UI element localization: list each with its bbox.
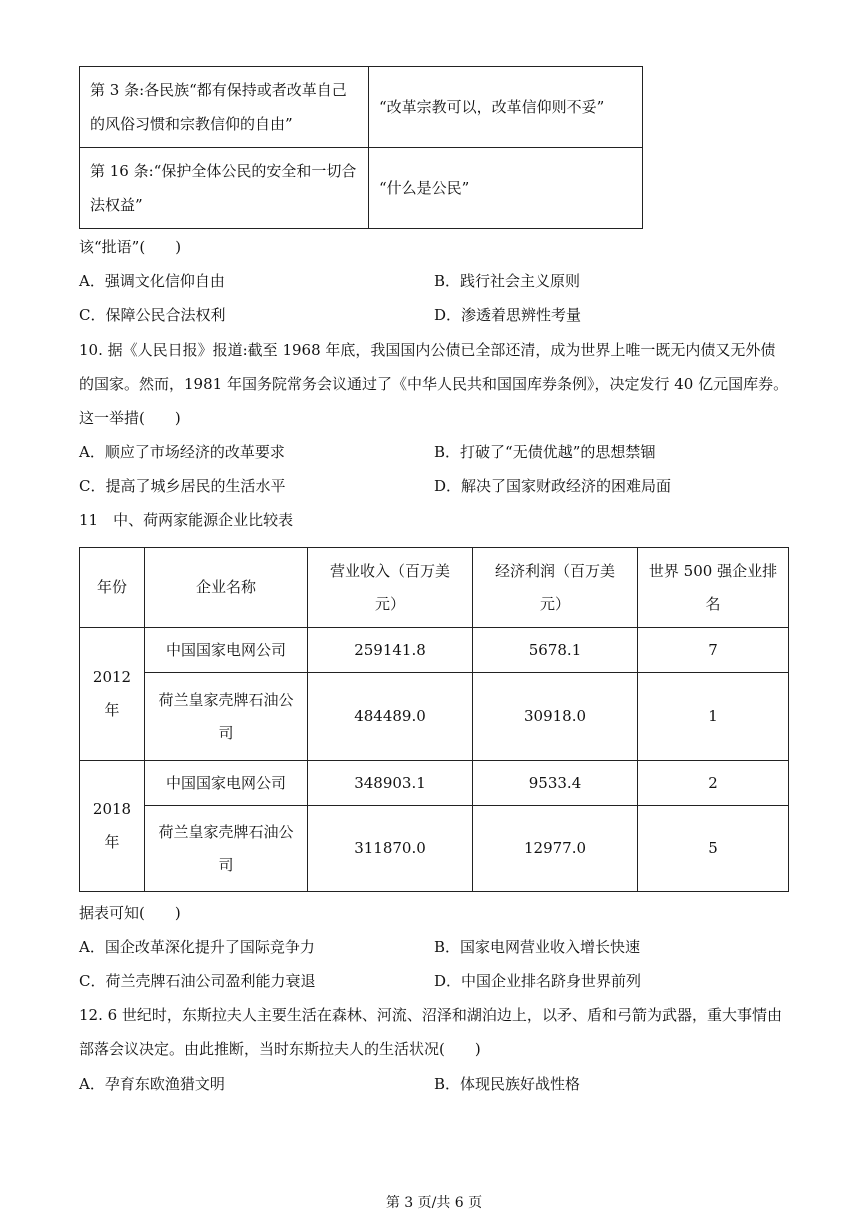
profit-cell: 12977.0 xyxy=(473,806,638,892)
q9-option-b: B．践行社会主义原则 xyxy=(434,272,581,290)
question-10-line-2: 的国家。然而，1981 年国务院常务会议通过了《中华人民共和国国库券条例》，决定发行 40 亿元国库券。 xyxy=(79,375,789,393)
clause-cell: 第 16 条:“保护全体公民的安全和一切合法权益” xyxy=(80,148,369,229)
rank-cell: 7 xyxy=(638,628,789,673)
question-12-line-2: 部落会议决定。由此推断，当时东斯拉夫人的生活状况( ) xyxy=(79,1040,481,1058)
q9-option-d: D．渗透着思辨性考量 xyxy=(434,306,582,324)
q9-option-c: C．保障公民合法权利 xyxy=(79,306,226,324)
q12-option-a: A．孕育东欧渔猎文明 xyxy=(79,1075,225,1093)
header-revenue: 营业收入（百万美 元） xyxy=(308,548,473,628)
comment-cell: “什么是公民” xyxy=(369,148,643,229)
question-11-title: 11 中、荷两家能源企业比较表 xyxy=(79,511,294,529)
q10-option-d: D．解决了国家财政经济的困难局面 xyxy=(434,477,672,495)
header-rank: 世界 500 强企业排 名 xyxy=(638,548,789,628)
table-row xyxy=(80,806,789,892)
rank-cell: 1 xyxy=(638,673,789,761)
table-row xyxy=(80,67,643,148)
profit-cell: 30918.0 xyxy=(473,673,638,761)
page-number: 第 3 页/共 6 页 xyxy=(385,1195,483,1211)
question-12-line-1: 12. 6 世纪时，东斯拉夫人主要生活在森林、河流、沼泽和湖泊边上，以矛、盾和弓箭为武器，重大事情由 xyxy=(79,1006,782,1024)
table-row xyxy=(80,628,789,673)
q11-option-d: D．中国企业排名跻身世界前列 xyxy=(434,972,642,990)
policy-table xyxy=(79,66,643,229)
table-row xyxy=(80,761,789,806)
revenue-cell: 259141.8 xyxy=(308,628,473,673)
rank-cell: 5 xyxy=(638,806,789,892)
energy-comparison-table xyxy=(79,547,789,892)
company-cell: 中国国家电网公司 xyxy=(145,628,308,673)
profit-cell: 5678.1 xyxy=(473,628,638,673)
year-cell: 2012 年 xyxy=(80,628,145,761)
revenue-cell: 311870.0 xyxy=(308,806,473,892)
header-year: 年份 xyxy=(80,548,145,628)
table-row xyxy=(80,673,789,761)
question-10-line-3: 这一举措( ) xyxy=(79,409,181,427)
question-10-line-1: 10. 据《人民日报》报道:截至 1968 年底，我国国内公债已全部还清，成为世界上唯一既无内债又无外债 xyxy=(79,341,776,359)
company-cell: 荷兰皇家壳牌石油公 司 xyxy=(145,673,308,761)
q10-option-b: B．打破了“无债优越”的思想禁锢 xyxy=(434,443,656,461)
table-header-row xyxy=(80,548,789,628)
rank-cell: 2 xyxy=(638,761,789,806)
revenue-cell: 484489.0 xyxy=(308,673,473,761)
q11-option-c: C．荷兰壳牌石油公司盈利能力衰退 xyxy=(79,972,316,990)
q11-option-a: A．国企改革深化提升了国际竞争力 xyxy=(79,938,315,956)
header-company: 企业名称 xyxy=(145,548,308,628)
profit-cell: 9533.4 xyxy=(473,761,638,806)
company-cell: 荷兰皇家壳牌石油公 司 xyxy=(145,806,308,892)
year-cell: 2018 年 xyxy=(80,761,145,892)
q11-option-b: B．国家电网营业收入增长快速 xyxy=(434,938,641,956)
question-9-stem: 该“批语”( ) xyxy=(79,238,182,256)
comment-cell: “改革宗教可以，改革信仰则不妥” xyxy=(369,67,643,148)
q12-option-b: B．体现民族好战性格 xyxy=(434,1075,581,1093)
q9-option-a: A．强调文化信仰自由 xyxy=(79,272,225,290)
q10-option-c: C．提高了城乡居民的生活水平 xyxy=(79,477,286,495)
table-row xyxy=(80,148,643,229)
company-cell: 中国国家电网公司 xyxy=(145,761,308,806)
question-11-stem: 据表可知( ) xyxy=(79,904,181,922)
q10-option-a: A．顺应了市场经济的改革要求 xyxy=(79,443,285,461)
header-profit: 经济利润（百万美 元） xyxy=(473,548,638,628)
clause-cell: 第 3 条:各民族“都有保持或者改革自己的风俗习惯和宗教信仰的自由” xyxy=(80,67,369,148)
revenue-cell: 348903.1 xyxy=(308,761,473,806)
